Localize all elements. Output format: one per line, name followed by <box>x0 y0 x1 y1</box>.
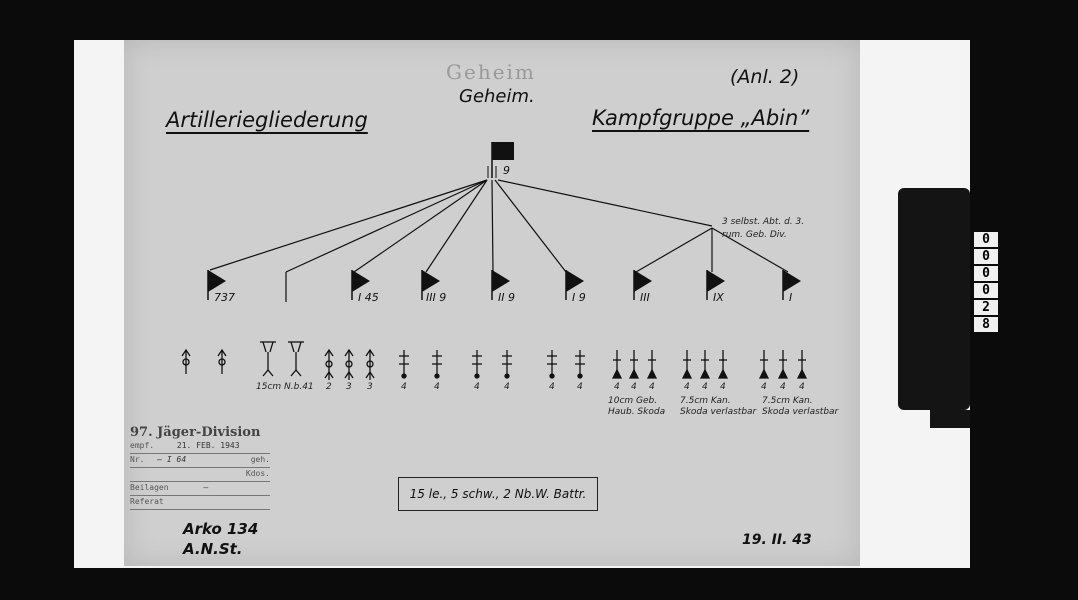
stamp-enclosures-label: Beilagen <box>130 483 169 492</box>
mountain-gun-icon <box>648 350 656 378</box>
stamp-enclosures-value: — <box>203 483 209 492</box>
stamp-referat-label: Referat <box>130 497 164 506</box>
frame-digit: 0 <box>974 249 998 264</box>
stamp-received-date: 21. FEB. 1943 <box>176 441 240 450</box>
unit-label: I 9 <box>572 291 586 304</box>
battery-icon <box>432 350 442 378</box>
gun-number: 4 <box>549 382 555 392</box>
title-right: Kampfgruppe „Abin” <box>592 106 810 130</box>
gun-number: 4 <box>761 382 767 392</box>
sender-line-1: Arko 134 <box>183 520 259 538</box>
note-skoda-howitzer: 10cm Geb. Haub. Skoda <box>608 396 666 417</box>
light-gun-icon <box>218 350 226 374</box>
mountain-gun-icon <box>798 350 806 378</box>
title-left: Artilleriegliederung <box>166 108 368 132</box>
annex-label: (Anl. 2) <box>730 66 800 88</box>
gun-symbols <box>182 342 806 380</box>
stamp-division: 97. Jäger-Division <box>130 425 261 440</box>
rocket-launcher-icon <box>260 342 276 376</box>
gun-number: 4 <box>799 382 805 392</box>
hq-label: 9 <box>503 164 510 177</box>
battery-summary: 15 le., 5 schw., 2 Nb.W. Battr. <box>398 477 598 511</box>
unit-label: III <box>640 291 650 304</box>
gun-number: 4 <box>684 382 690 392</box>
mountain-gun-icon <box>630 350 638 378</box>
frame-digit: 8 <box>974 317 998 332</box>
sender-line-2: A.N.St. <box>183 540 243 558</box>
unit-label: I 45 <box>358 291 379 304</box>
unit-label: I <box>789 291 793 304</box>
unit-label: II 9 <box>498 291 515 304</box>
mountain-gun-icon <box>760 350 768 378</box>
frame-digit: 0 <box>974 266 998 281</box>
gun-number: 4 <box>649 382 655 392</box>
light-gun-icon <box>182 350 190 374</box>
stamp-referat-row <box>130 497 270 510</box>
gun-number: 4 <box>434 382 440 392</box>
note-skoda-gun: 7.5cm Kan. Skoda verlastbar <box>680 396 757 417</box>
stamp-received-row <box>130 441 270 454</box>
note-skoda-gun: 7.5cm Kan. Skoda verlastbar <box>762 396 839 417</box>
stamp-kdos-row <box>130 469 270 482</box>
frame-digit: 2 <box>974 300 998 315</box>
battery-icon <box>502 350 512 378</box>
note-nbw: 15cm N.b.41 <box>256 382 314 392</box>
unit-label: IX <box>713 291 724 304</box>
battery-icon <box>575 350 585 378</box>
stamp-enclosures-row <box>130 483 270 496</box>
mountain-gun-icon <box>683 350 691 378</box>
motorized-gun-icon <box>366 350 374 380</box>
motorized-gun-icon <box>345 350 353 380</box>
battery-icon <box>472 350 482 378</box>
hq-flag-icon <box>488 142 514 178</box>
stamp-number-label: Nr. <box>130 455 145 464</box>
gun-number: 4 <box>577 382 583 392</box>
stamp-kdos-label: Kdos. <box>245 469 270 478</box>
gun-number: 4 <box>780 382 786 392</box>
motorized-gun-icon <box>325 350 333 380</box>
gun-number: 3 <box>367 382 373 392</box>
gun-number: 2 <box>326 382 332 392</box>
gun-number: 4 <box>401 382 407 392</box>
mountain-gun-icon <box>701 350 709 378</box>
mountain-gun-icon <box>613 350 621 378</box>
mountain-gun-icon <box>719 350 727 378</box>
gun-number: 4 <box>614 382 620 392</box>
frame-digit: 0 <box>974 283 998 298</box>
unit-label: 737 <box>214 291 235 304</box>
gun-number: 4 <box>702 382 708 392</box>
battery-icon <box>399 350 409 378</box>
mountain-gun-icon <box>779 350 787 378</box>
gun-number: 4 <box>720 382 726 392</box>
stamp-received-label: empf. <box>130 441 155 450</box>
romanian-unit-label: 3 selbst. Abt. d. 3. rum. Geb. Div. <box>722 217 805 240</box>
gun-number: 4 <box>474 382 480 392</box>
classification: Geheim. <box>459 86 535 107</box>
stamp-number-row <box>130 455 270 468</box>
document-date: 19. II. 43 <box>742 532 812 548</box>
rocket-launcher-icon <box>288 342 304 376</box>
unit-label: III 9 <box>426 291 447 304</box>
gun-number: 4 <box>504 382 510 392</box>
receipt-stamp <box>130 425 270 511</box>
gun-number: 4 <box>631 382 637 392</box>
stamp-geh-label: geh. <box>250 455 270 464</box>
frame-digit: 0 <box>974 232 998 247</box>
stamp-number-value: — I 64 <box>157 455 187 464</box>
gun-number: 3 <box>346 382 352 392</box>
battery-icon <box>547 350 557 378</box>
ghost-stamp: Geheim <box>446 60 536 84</box>
